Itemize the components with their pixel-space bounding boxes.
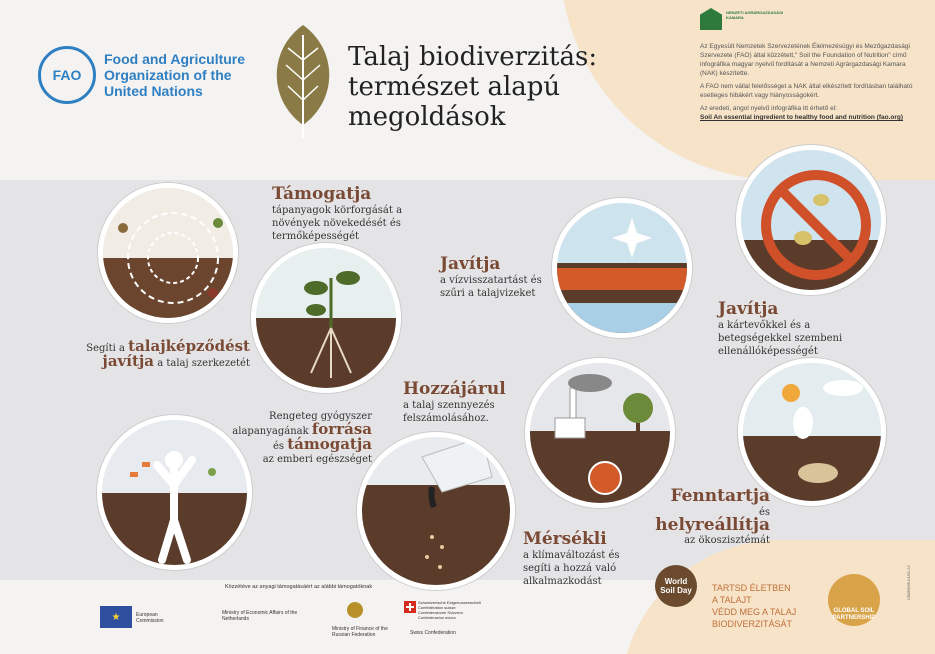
- nak-name: NEMZETI AGRÁRGAZDASÁGI KAMARA: [726, 10, 784, 20]
- source-link[interactable]: Soil An essential ingredient to healthy food and nutrition (fao.org): [700, 114, 904, 121]
- caption-nutrients: Támogatja tápanyagok körforgását a növények növekedését és termőképességét: [272, 184, 403, 242]
- leaf-icon: [268, 20, 338, 140]
- eu-flag-icon: ★: [100, 606, 132, 628]
- info-text-2: A FAO nem vállal felelősséget a NAK által elkészített fordításban található esetleges hibákért vagy hiányosságokért.: [700, 83, 913, 99]
- caption-health: Rengeteg gyógyszer alapanyagának forrása és támogatja az emberi egészséget: [232, 411, 372, 465]
- swiss-flag-icon: [404, 601, 416, 613]
- slogan: TARTSD ÉLETBEN A TALAJT VÉDD MEG A TALAJ BIODIVERZITÁSÁT: [712, 583, 797, 629]
- world-soil-day-logo: World Soil Day: [655, 565, 697, 607]
- support-note: Közzétéve az anyagi támogatásáért az alábbi támogatóknak: [225, 584, 373, 590]
- caption-climate: Mérsékli a klímaváltozást és segíti a hozzá való alkalmazkodást: [523, 529, 620, 587]
- global-soil-partnership-logo: GLOBAL SOIL PARTNERSHIP: [828, 574, 880, 626]
- caption-pollution: Hozzájárul a talaj szennyezés felszámolásához.: [403, 379, 506, 424]
- sponsor-switzerland-en: Swiss Confederation: [410, 630, 456, 636]
- sponsor-russia: Ministry of Finance of the Russian Federation: [332, 626, 388, 638]
- caption-water: Javítja a vízvisszatartást és szűri a talajvizeket: [440, 254, 542, 299]
- caption-ecosystem: Fenntartja és helyreállítja az ökoszisztémát: [655, 486, 770, 546]
- ecosystem-restoration-illustration: [738, 358, 886, 506]
- water-filtration-illustration: [552, 198, 692, 338]
- sponsor-eu: European Commission: [136, 612, 164, 624]
- sponsor-netherlands: Ministry of Economic Affairs of the Netherlands: [222, 610, 298, 622]
- fao-logo: FAO: [38, 46, 96, 104]
- info-text-1: Az Egyesült Nemzetek Szervezetének Élelmezésügyi és Mezőgazdasági Szervezete (FAO) által közzétett," Soil the Foundation of Nutrition" című infográfika magyar nyelvű fordítását a Nemzeti Agrárgazdasági Kamara (NAK) készítette.: [700, 43, 910, 77]
- climate-mitigation-illustration: [525, 358, 675, 508]
- document-code: CB8690HU/1/01.22: [906, 565, 911, 600]
- info-block: [700, 42, 925, 126]
- org-name: Food and Agriculture Organization of the United Nations: [104, 51, 246, 99]
- russia-emblem-icon: [345, 600, 365, 620]
- caption-pests: Javítja a kártevőkkel és a betegségekkel szembeni ellenállóképességét: [718, 299, 843, 357]
- plant-nutrients-illustration: [251, 243, 401, 393]
- pest-resistance-illustration: [736, 145, 886, 295]
- caption-soil-formation: Segíti a talajképződést javítja a talaj szerkezetét: [86, 337, 250, 370]
- info-text-3: Az eredeti, angol nyelvű infográfika itt érhető el:: [700, 105, 837, 112]
- pollution-cleanup-illustration: [357, 432, 515, 590]
- sponsor-switzerland: Schweizerische Eidgenossenschaft Confédération suisse Confederazione Svizzera Confederaziun svizra: [418, 600, 481, 620]
- page-title: Talaj biodiverzitás: természet alapú megoldások: [348, 42, 598, 132]
- soil-formation-illustration: [98, 183, 238, 323]
